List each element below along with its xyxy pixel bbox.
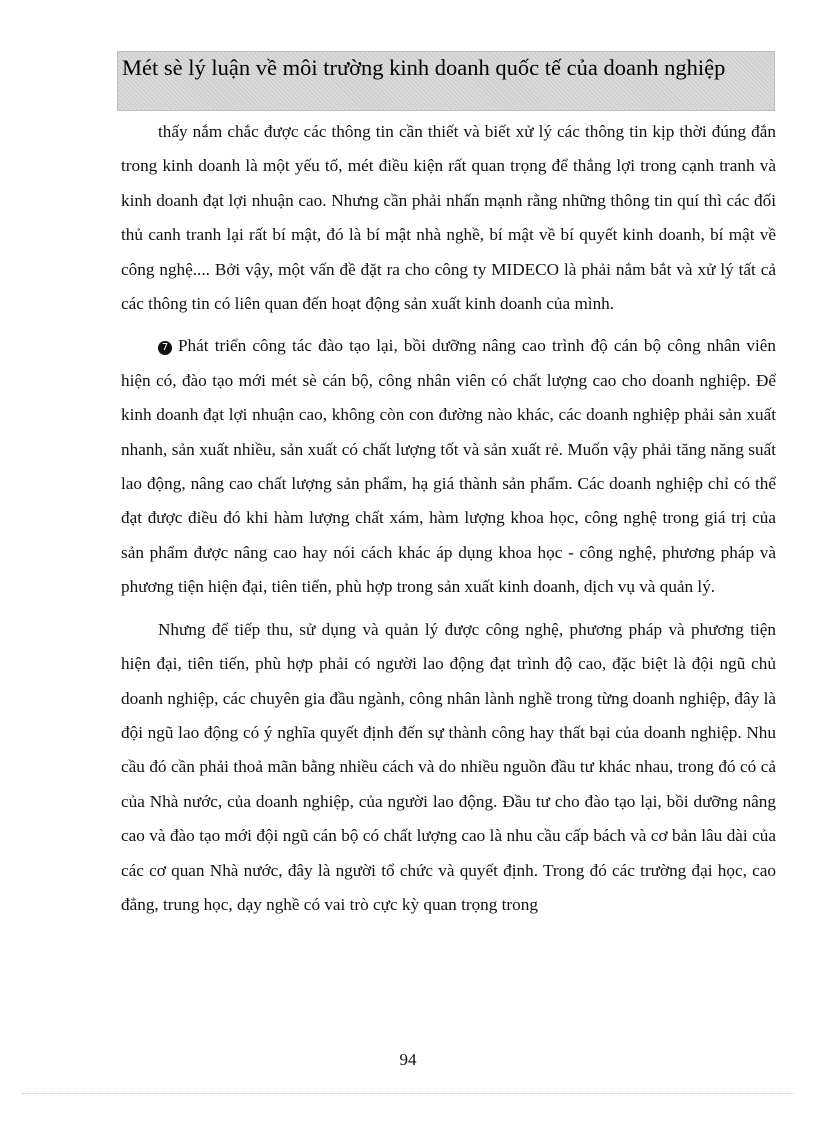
section-header: [117, 51, 775, 111]
paragraph-information: thấy nắm chắc được các thông tin cần thiết và biết xử lý các thông tin kịp thời đúng đắn trong kinh doanh là một yếu tố, mét điều kiện rất quan trọng để thắng lợi trong cạnh tranh và kinh doanh đạt lợi nhuận cao. Nhưng cần phải nhấn mạnh rằng những thông tin quí thì các đối thủ canh tranh lại rất bí mật, đó là bí mật nhà nghề, bí mật về bí quyết kinh doanh, bí mật về công nghệ.... Bởi vậy, một vấn đề đặt ra cho công ty MIDECO là phải nắm bắt và xử lý tất cả các thông tin có liên quan đến hoạt động sản xuất kinh doanh của mình.: [121, 122, 776, 314]
page-number: 94: [399, 1050, 417, 1069]
bottom-divider: [22, 1093, 794, 1094]
numbered-bullet-icon: 7: [158, 341, 172, 355]
paragraph-training: [121, 329, 776, 604]
body-text: [121, 115, 776, 922]
paragraph-training-text: Phát triển công tác đào tạo lại, bồi dưỡng nâng cao trình độ cán bộ công nhân viên hiện có, đào tạo mới mét sè cán bộ, công nhân viên có chất lượng cao cho doanh nghiệp. Để kinh doanh đạt lợi nhuận cao, không còn con đường nào khác, các doanh nghiệp phải sản xuất nhanh, sản xuất nhiều, sản xuất có chất lượng tốt và sản xuất rẻ. Muốn vậy phải tăng năng suất lao động, nâng cao chất lượng sản phẩm, hạ giá thành sản phẩm. Các doanh nghiệp chỉ có thể đạt được điều đó khi hàm lượng chất xám, hàm lượng khoa học, công nghệ trong giá trị của sản phẩm được nâng cao hay nói cách khác áp dụng khoa học - công nghệ, phương pháp và phương tiện hiện đại, tiên tiến, phù hợp trong sản xuất kinh doanh, dịch vụ và quản lý.: [121, 336, 776, 597]
paragraph-workforce: Nhưng để tiếp thu, sử dụng và quản lý được công nghệ, phương pháp và phương tiện hiện đại, tiên tiến, phù hợp phải có người lao động đạt trình độ cao, đặc biệt là đội ngũ chủ doanh nghiệp, các chuyên gia đầu ngành, công nhân lành nghề trong từng doanh nghiệp, đây là đội ngũ lao động có ý nghĩa quyết định đến sự thành công hay thất bại của doanh nghiệp. Nhu cầu đó cần phải thoả mãn bằng nhiều cách và do nhiều nguồn đầu tư khác nhau, trong đó có cả của Nhà nước, của doanh nghiệp, của người lao động. Đầu tư cho đào tạo lại, bồi dưỡng nâng cao và đào tạo mới đội ngũ cán bộ có chất lượng cao là nhu cầu cấp bách và cơ bản lâu dài của các cơ quan Nhà nước, đây là người tổ chức và quyết định. Trong đó các trường đại học, cao đẳng, trung học, dạy nghề có vai trò cực kỳ quan trọng trong: [121, 619, 776, 914]
section-title: Mét sè lý luận về môi trường kinh doanh quốc tế của doanh nghiệp: [122, 55, 726, 80]
